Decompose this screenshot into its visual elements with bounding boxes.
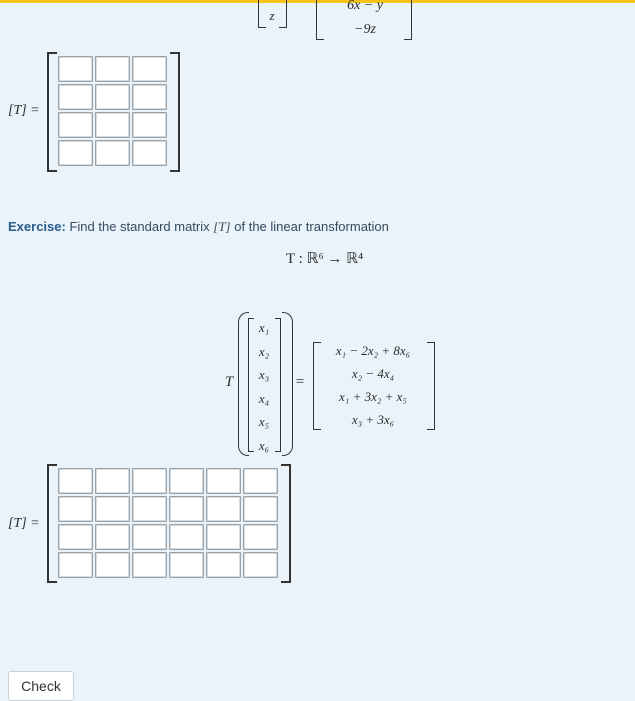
matrix1-cell-input[interactable] bbox=[59, 141, 92, 165]
matrix2-cell-r1-c2[interactable] bbox=[95, 468, 130, 494]
matrix2-cell-input[interactable] bbox=[59, 553, 92, 577]
matrix2-grid bbox=[58, 468, 278, 578]
output-matrix-right-bracket bbox=[427, 342, 435, 430]
matrix2-cell-input[interactable] bbox=[244, 525, 277, 549]
matrix2-cell-input[interactable] bbox=[96, 553, 129, 577]
input-entry-3: x₃ bbox=[258, 367, 270, 382]
output-row-2: −9z bbox=[354, 22, 376, 37]
output-entry-3: x₁ + 3x₂ + x₅ bbox=[339, 389, 407, 404]
output-entry-2: x₂ − 4x₄ bbox=[351, 366, 395, 381]
output-row-1: 6x − y bbox=[347, 0, 383, 13]
matrix2-cell-input[interactable] bbox=[207, 553, 240, 577]
input-vector-z: z bbox=[269, 8, 275, 23]
matrix2-cell-input[interactable] bbox=[244, 553, 277, 577]
matrix2-cell-input[interactable] bbox=[207, 469, 240, 493]
matrix2-cell-r2-c4[interactable] bbox=[169, 496, 204, 522]
matrix1-cell-r4-c3[interactable] bbox=[132, 140, 167, 166]
matrix2-cell-r3-c1[interactable] bbox=[58, 524, 93, 550]
matrix2-cell-input[interactable] bbox=[96, 497, 129, 521]
matrix1-label: [T] = bbox=[8, 103, 40, 118]
matrix2-cell-input[interactable] bbox=[170, 497, 203, 521]
matrix1-cell-input[interactable] bbox=[59, 113, 92, 137]
matrix1-cell-r4-c1[interactable] bbox=[58, 140, 93, 166]
matrix2-cell-r3-c2[interactable] bbox=[95, 524, 130, 550]
output-entry-1: x₁ − 2x₂ + 8x₆ bbox=[335, 343, 411, 358]
matrix2-cell-input[interactable] bbox=[207, 525, 240, 549]
matrix2-cell-r2-c6[interactable] bbox=[243, 496, 278, 522]
matrix2-cell-r4-c1[interactable] bbox=[58, 552, 93, 578]
matrix2-cell-r2-c5[interactable] bbox=[206, 496, 241, 522]
matrix2-cell-r2-c1[interactable] bbox=[58, 496, 93, 522]
matrix1-cell-r1-c3[interactable] bbox=[132, 56, 167, 82]
matrix1-cell-r2-c3[interactable] bbox=[132, 84, 167, 110]
matrix1-cell-r3-c3[interactable] bbox=[132, 112, 167, 138]
matrix2-cell-r4-c4[interactable] bbox=[169, 552, 204, 578]
matrix2-cell-input[interactable] bbox=[133, 525, 166, 549]
input-entry-2: x₂ bbox=[258, 343, 270, 359]
exercise-heading: Exercise: bbox=[8, 219, 66, 234]
input-vector-right-bracket-2 bbox=[275, 318, 281, 452]
matrix2-cell-r4-c2[interactable] bbox=[95, 552, 130, 578]
mapping-statement: T : ℝ⁶ → ℝ⁴ bbox=[286, 251, 364, 267]
matrix2-cell-input[interactable] bbox=[133, 497, 166, 521]
matrix1-left-bracket bbox=[47, 52, 57, 172]
input-entry-4: x₄ bbox=[258, 390, 270, 406]
matrix1-cell-r3-c1[interactable] bbox=[58, 112, 93, 138]
matrix2-cell-input[interactable] bbox=[133, 553, 166, 577]
equals-sign: = bbox=[295, 374, 305, 390]
matrix1-cell-input[interactable] bbox=[133, 57, 166, 81]
matrix1-cell-input[interactable] bbox=[133, 85, 166, 109]
matrix1-cell-r4-c2[interactable] bbox=[95, 140, 130, 166]
matrix2-cell-r1-c1[interactable] bbox=[58, 468, 93, 494]
matrix2-cell-r1-c3[interactable] bbox=[132, 468, 167, 494]
matrix2-cell-input[interactable] bbox=[133, 469, 166, 493]
matrix2-cell-input[interactable] bbox=[170, 469, 203, 493]
matrix2-cell-input[interactable] bbox=[170, 553, 203, 577]
matrix2-cell-input[interactable] bbox=[170, 525, 203, 549]
matrix2-cell-r1-c5[interactable] bbox=[206, 468, 241, 494]
matrix2-cell-r3-c6[interactable] bbox=[243, 524, 278, 550]
exercise-text-after: of the linear transformation bbox=[234, 219, 389, 234]
matrix2-cell-input[interactable] bbox=[207, 497, 240, 521]
matrix1-cell-r1-c1[interactable] bbox=[58, 56, 93, 82]
matrix1-grid bbox=[58, 56, 167, 166]
matrix2-cell-r4-c6[interactable] bbox=[243, 552, 278, 578]
matrix1-right-bracket bbox=[170, 52, 180, 172]
matrix2-cell-r3-c3[interactable] bbox=[132, 524, 167, 550]
check-button[interactable]: Check bbox=[8, 671, 74, 701]
input-vector-left-bracket-2 bbox=[248, 318, 254, 452]
matrix2-cell-input[interactable] bbox=[244, 469, 277, 493]
matrix2-cell-input[interactable] bbox=[244, 497, 277, 521]
matrix2-cell-r3-c5[interactable] bbox=[206, 524, 241, 550]
matrix2-cell-r1-c6[interactable] bbox=[243, 468, 278, 494]
input-right-paren bbox=[282, 312, 293, 456]
matrix1-cell-input[interactable] bbox=[96, 141, 129, 165]
matrix2-cell-input[interactable] bbox=[59, 497, 92, 521]
matrix2-cell-r2-c3[interactable] bbox=[132, 496, 167, 522]
matrix1-cell-r2-c2[interactable] bbox=[95, 84, 130, 110]
output-entry-4: x₃ + 3x₆ bbox=[351, 412, 395, 427]
output-vector-right-bracket bbox=[404, 0, 412, 40]
input-entry-5: x₅ bbox=[258, 414, 270, 429]
matrix1-cell-r2-c1[interactable] bbox=[58, 84, 93, 110]
matrix2-right-bracket bbox=[281, 464, 291, 583]
matrix1-cell-input[interactable] bbox=[133, 141, 166, 165]
matrix2-cell-r3-c4[interactable] bbox=[169, 524, 204, 550]
matrix1-cell-r3-c2[interactable] bbox=[95, 112, 130, 138]
matrix1-cell-input[interactable] bbox=[59, 57, 92, 81]
input-vector-right-bracket bbox=[279, 0, 287, 28]
matrix1-cell-input[interactable] bbox=[96, 57, 129, 81]
exercise-text-before: Find the standard matrix bbox=[69, 219, 210, 234]
matrix2-cell-r1-c4[interactable] bbox=[169, 468, 204, 494]
exercise-matrix-symbol: [T] bbox=[213, 219, 231, 234]
matrix2-cell-r2-c2[interactable] bbox=[95, 496, 130, 522]
matrix2-cell-input[interactable] bbox=[96, 525, 129, 549]
matrix2-cell-input[interactable] bbox=[96, 469, 129, 493]
input-entry-6: x₆ bbox=[258, 437, 270, 453]
matrix2-cell-input[interactable] bbox=[59, 469, 92, 493]
matrix2-cell-r4-c3[interactable] bbox=[132, 552, 167, 578]
transformation-operator: T bbox=[224, 374, 234, 390]
matrix1-cell-input[interactable] bbox=[133, 113, 166, 137]
matrix2-left-bracket bbox=[47, 464, 57, 583]
matrix2-cell-input[interactable] bbox=[59, 525, 92, 549]
matrix1-cell-r1-c2[interactable] bbox=[95, 56, 130, 82]
output-vector-left-bracket bbox=[316, 0, 324, 40]
matrix2-label: [T] = bbox=[8, 516, 40, 531]
matrix1-cell-input[interactable] bbox=[96, 113, 129, 137]
matrix1-cell-input[interactable] bbox=[59, 85, 92, 109]
matrix2-cell-r4-c5[interactable] bbox=[206, 552, 241, 578]
input-entry-1: x₁ bbox=[258, 320, 270, 335]
matrix1-cell-input[interactable] bbox=[96, 85, 129, 109]
exercise-prompt bbox=[8, 219, 389, 235]
